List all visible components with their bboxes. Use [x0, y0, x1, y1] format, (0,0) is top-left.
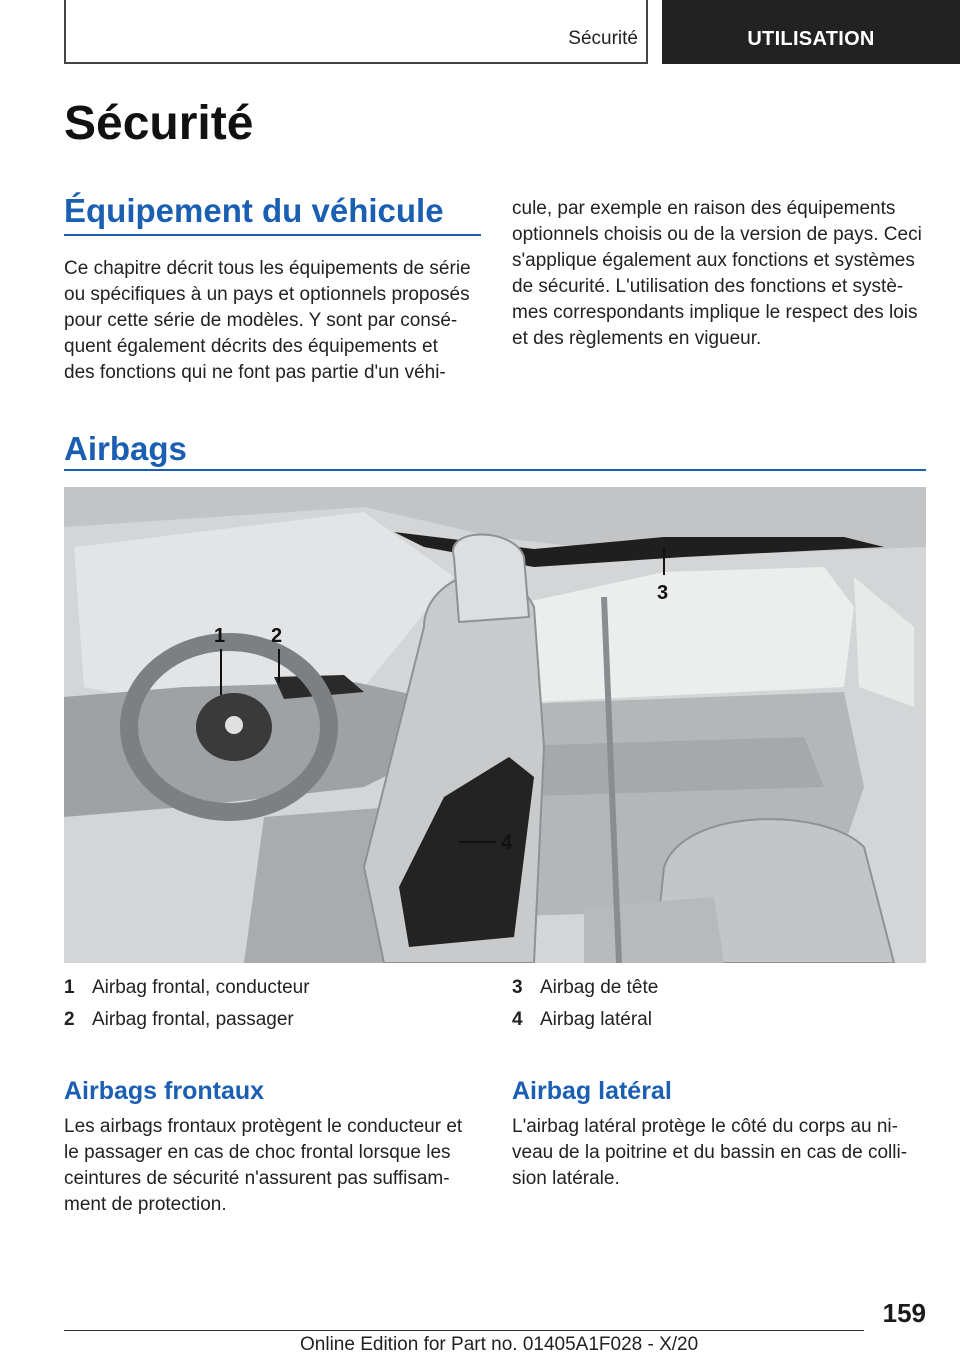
airbags-heading-rule [64, 469, 926, 471]
car-interior-illustration [64, 487, 926, 963]
legend-item-1: 1 Airbag frontal, conducteur [64, 977, 310, 998]
frontal-airbags-paragraph: Les airbags frontaux protègent le conducteur et le passager en cas de choc frontal lorsque les ceintures de sécurité n'assurent pas suffisam‐ ment de protection. [64, 1116, 463, 1215]
equipment-heading-rule [64, 234, 481, 236]
header-chapter-tab [662, 0, 960, 64]
figure-label-1: 1 [214, 625, 226, 647]
footer-rule [64, 1330, 864, 1331]
page-title: Sécurité [64, 97, 254, 150]
header-chapter-title: UTILISATION [747, 28, 875, 50]
header-section-title: Sécurité [568, 28, 638, 49]
airbags-heading: Airbags [64, 430, 187, 467]
side-airbag-paragraph: L'airbag latéral protège le côté du corps au ni‐ veau de la poitrine et du bassin en cas de colli‐ sion latérale. [512, 1116, 908, 1189]
figure-label-4: 4 [501, 832, 513, 854]
equipment-paragraph-col1: Ce chapitre décrit tous les équipements de série ou spécifiques à un pays et optionnels proposés pour cette série de modèles. Y sont par consé‐ quent également décrits des équipements et des fonctions qui ne font pas partie d'un véhi‐ [64, 258, 471, 383]
figure-label-3: 3 [657, 582, 669, 604]
airbag-figure [64, 487, 926, 963]
footer-edition: Online Edition for Part no. 01405A1F028 - X/20 [300, 1334, 699, 1355]
frontal-airbags-heading: Airbags frontaux [64, 1077, 265, 1105]
legend-item-3: 3 Airbag de tête [512, 977, 659, 998]
equipment-paragraph-col2: cule, par exemple en raison des équipements optionnels choisis ou de la version de pays. Ceci s'applique également aux fonctions et systèmes de sécurité. L'utilisation des fonctions et systè‐ mes correspondants implique le respect des lois et des règlements en vigueur. [512, 198, 922, 349]
page-number: 159 [882, 1298, 926, 1328]
equipment-heading: Équipement du véhicule [64, 192, 444, 229]
side-airbag-heading: Airbag latéral [512, 1077, 672, 1105]
legend-item-4: 4 Airbag latéral [512, 1009, 652, 1030]
figure-label-2: 2 [271, 625, 283, 647]
legend-item-2: 2 Airbag frontal, passager [64, 1009, 294, 1030]
